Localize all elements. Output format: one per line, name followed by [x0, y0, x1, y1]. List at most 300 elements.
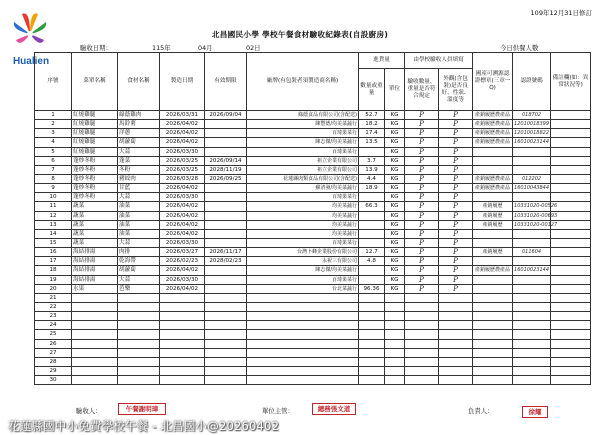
cell-check-appearance: P [439, 275, 473, 284]
cell-category: 海結排湯 [72, 275, 118, 284]
cell-seq: 26 [35, 339, 72, 348]
cell-unit [385, 302, 405, 311]
cell-remark [551, 174, 591, 183]
cell-expiry [205, 330, 247, 339]
cell-brand: 百琦果菜行 [247, 129, 359, 138]
cell-qty [359, 357, 385, 366]
col-qty: 數量或重量 [359, 69, 385, 111]
cell-remark [551, 229, 591, 238]
date-day: 02日 [246, 44, 261, 52]
cell-expiry [205, 184, 247, 193]
col-unit: 單位 [385, 69, 405, 111]
date-label: 驗收日期： [80, 44, 112, 52]
cell-seq: 27 [35, 348, 72, 357]
cell-brand: 均美菜蔬行 [247, 220, 359, 229]
cell-seq: 20 [35, 284, 72, 293]
cell-seq: 19 [35, 275, 72, 284]
cell-check-qty [405, 357, 439, 366]
cell-mfg: 2026/04/02 [160, 138, 205, 147]
col-check-qty: 驗收數量、重量是否符合規定 [405, 69, 439, 111]
cell-cert: 產銷履歷 [473, 248, 513, 257]
cell-cert-no: 10331020-00693 [514, 212, 558, 219]
date-month: 04月 [198, 44, 213, 52]
cell-remark [551, 376, 591, 385]
cell-check-qty: P [405, 147, 439, 156]
cell-seq: 18 [35, 266, 72, 275]
table-row [35, 366, 591, 375]
cell-ingredient: 油菜 [118, 202, 160, 211]
cell-qty: 96.36 [359, 284, 385, 293]
cell-expiry [205, 312, 247, 321]
cell-remark [551, 156, 591, 165]
cell-ingredient: 大蒜 [118, 238, 160, 247]
cell-check-appearance: P [439, 184, 473, 193]
cell-ingredient [118, 321, 160, 330]
table-row [35, 302, 591, 311]
cell-cert [473, 193, 513, 202]
cell-unit: KG [385, 266, 405, 275]
cell-check-appearance [439, 376, 473, 385]
cell-check-appearance: P [439, 248, 473, 257]
cell-qty [359, 293, 385, 302]
cell-mfg [160, 312, 205, 321]
cell-cert [473, 156, 513, 165]
cell-mfg: 2026/04/02 [160, 129, 205, 138]
cell-ingredient [118, 366, 160, 375]
cell-cert [473, 339, 513, 348]
col-mfg: 製造日期 [160, 53, 205, 111]
cell-check-qty: P [405, 229, 439, 238]
cell-cert: 產銷履歷農產品 [473, 184, 513, 193]
cell-ingredient: 大蒜 [118, 275, 160, 284]
revision-date: 109年12月31日修訂 [530, 9, 592, 17]
cell-mfg [160, 348, 205, 357]
cell-category: 紅燒雞腿 [72, 129, 118, 138]
cell-cert-no: 011604 [513, 248, 551, 257]
cell-remark [551, 366, 591, 375]
cell-mfg [160, 339, 205, 348]
cell-mfg: 2026/02/23 [160, 257, 205, 266]
cell-seq: 21 [35, 293, 72, 302]
cell-ingredient: 綠蔭雞肉 [118, 111, 160, 120]
cell-check-qty [405, 339, 439, 348]
cell-cert: 產銷履歷農產品 [473, 174, 513, 183]
col-seq: 序號 [35, 53, 72, 111]
cell-remark [551, 129, 591, 138]
cell-qty [359, 339, 385, 348]
cell-mfg [160, 293, 205, 302]
table-row [35, 111, 591, 120]
cell-ingredient: 肉排 [118, 248, 160, 257]
cell-check-appearance: P [439, 111, 473, 120]
cell-mfg: 2026/04/02 [160, 184, 205, 193]
cell-seq: 15 [35, 238, 72, 247]
cell-qty [359, 321, 385, 330]
cell-mfg: 2026/04/02 [160, 120, 205, 129]
cell-check-appearance: P [439, 211, 473, 220]
cell-seq: 16 [35, 248, 72, 257]
cell-mfg [160, 330, 205, 339]
table-row [35, 156, 591, 165]
cell-mfg: 2026/03/25 [160, 165, 205, 174]
page-title: 北昌國民小學 學校午餐食材驗收紀錄表(自設廚房) [211, 30, 389, 39]
cell-unit: KG [385, 156, 405, 165]
cell-remark [551, 248, 591, 257]
cell-cert-no [513, 330, 551, 339]
cell-brand [247, 302, 359, 311]
cell-seq: 23 [35, 312, 72, 321]
cell-seq: 2 [35, 120, 72, 129]
cell-cert-no: 018702 [513, 111, 551, 120]
cell-remark [551, 293, 591, 302]
cell-check-qty: P [405, 238, 439, 247]
cell-cert [473, 366, 513, 375]
cell-brand: 台灣卜蜂企業股份有限公司 [247, 248, 359, 257]
cell-expiry: 2026/09/14 [205, 156, 247, 165]
table-row [35, 339, 591, 348]
cell-cert [473, 147, 513, 156]
cell-seq: 3 [35, 129, 72, 138]
cell-check-qty: P [405, 257, 439, 266]
cell-cert-no [513, 321, 551, 330]
cell-check-qty [405, 312, 439, 321]
cell-check-appearance: P [439, 220, 473, 229]
cell-expiry [205, 339, 247, 348]
cell-expiry [205, 147, 247, 156]
cell-cert: 產銷履歷 [473, 202, 513, 211]
cell-expiry [205, 238, 247, 247]
cell-check-qty: P [405, 184, 439, 193]
cell-seq: 9 [35, 184, 72, 193]
responsible-stamp: 徐耀 [522, 406, 548, 418]
cell-mfg: 2026/03/30 [160, 193, 205, 202]
cell-remark [551, 147, 591, 156]
cell-category: 紅燒雞腿 [72, 120, 118, 129]
cell-unit: KG [385, 138, 405, 147]
cell-unit [385, 293, 405, 302]
cell-check-appearance: P [439, 147, 473, 156]
cell-cert-no [513, 312, 551, 321]
cell-check-qty [405, 302, 439, 311]
cell-ingredient: 乾海帶 [118, 257, 160, 266]
cell-check-appearance [439, 348, 473, 357]
cell-cert [473, 257, 513, 266]
cell-unit: KG [385, 174, 405, 183]
cell-brand: 陳豐德/均美菜蔬行 [247, 120, 359, 129]
date-year: 115年 [152, 44, 171, 52]
cell-category [72, 376, 118, 385]
cell-mfg [160, 357, 205, 366]
cell-brand: 陳志傑/均美菜蔬行 [247, 138, 359, 147]
cell-remark [551, 111, 591, 120]
cell-mfg: 2026/04/02 [160, 229, 205, 238]
cell-qty [359, 302, 385, 311]
cell-cert-no [513, 376, 551, 385]
cell-remark [551, 257, 591, 266]
cell-cert-no: 10331020-00526 [514, 203, 558, 210]
cell-brand: 蘇清發/均美菜蔬行 [247, 184, 359, 193]
table-row [35, 202, 591, 211]
cell-category [72, 348, 118, 357]
cell-mfg: 2026/03/30 [160, 275, 205, 284]
col-brand: 廠牌(有包裝者須製造商名稱) [247, 53, 359, 111]
cell-expiry: 2026/11/17 [205, 248, 247, 257]
cell-check-qty [405, 376, 439, 385]
cell-cert [473, 238, 513, 247]
cell-mfg [160, 321, 205, 330]
table-row [35, 348, 591, 357]
cell-cert [473, 275, 513, 284]
cell-seq: 7 [35, 165, 72, 174]
cell-cert-no [513, 229, 551, 238]
cell-cert [473, 229, 513, 238]
cell-unit [385, 357, 405, 366]
table-row [35, 193, 591, 202]
cell-brand [247, 293, 359, 302]
cell-cert-no: 12010018822 [514, 130, 550, 137]
cell-check-appearance: P [439, 129, 473, 138]
cell-check-qty: P [405, 129, 439, 138]
cell-cert-no: 16010023144 [514, 139, 550, 146]
cell-ingredient: 油菜 [118, 220, 160, 229]
table-row [35, 357, 591, 366]
cell-brand [247, 312, 359, 321]
logo-text: Hualien [12, 56, 50, 67]
table-row [35, 174, 591, 183]
cell-ingredient: 豬絞肉 [118, 174, 160, 183]
table-row [35, 321, 591, 330]
cell-expiry [205, 357, 247, 366]
cell-qty: 12.7 [359, 248, 385, 257]
cell-unit [385, 312, 405, 321]
cell-expiry [205, 193, 247, 202]
cell-category [72, 312, 118, 321]
cell-cert-no [513, 284, 551, 293]
cell-cert-no [513, 156, 551, 165]
cell-brand: 百琦果菜行 [247, 275, 359, 284]
cell-brand: 百琦果菜行 [247, 238, 359, 247]
cell-cert: 產銷履歷農產品 [473, 138, 513, 147]
col-category: 菜單名稱 [72, 53, 118, 111]
cell-cert: 產銷履歷農產品 [473, 120, 513, 129]
cell-unit: KG [385, 193, 405, 202]
cell-category [72, 339, 118, 348]
cell-brand: 均美菜蔬行 [247, 229, 359, 238]
table-row [35, 165, 591, 174]
cell-remark [551, 120, 591, 129]
cell-check-qty [405, 348, 439, 357]
cell-unit: KG [385, 184, 405, 193]
cell-expiry [205, 321, 247, 330]
cell-cert-no [513, 238, 551, 247]
cell-expiry [205, 366, 247, 375]
cell-seq: 24 [35, 321, 72, 330]
cell-cert [473, 348, 513, 357]
cell-remark [551, 193, 591, 202]
cell-unit [385, 321, 405, 330]
cell-brand: 祖立企業有限公司 [247, 165, 359, 174]
col-school: 由學校驗收人員填寫 [405, 53, 473, 69]
cell-cert [473, 376, 513, 385]
cell-cert-no [513, 147, 551, 156]
cell-remark [551, 339, 591, 348]
cell-cert-no [513, 339, 551, 348]
cell-check-appearance [439, 366, 473, 375]
cell-check-appearance: P [439, 174, 473, 183]
cell-unit: KG [385, 275, 405, 284]
cell-check-appearance: P [439, 120, 473, 129]
cell-brand [247, 321, 359, 330]
cell-cert [473, 293, 513, 302]
table-row [35, 266, 591, 275]
cell-check-qty: P [405, 266, 439, 275]
cell-check-appearance: P [439, 165, 473, 174]
cell-remark [551, 302, 591, 311]
cell-check-qty: P [405, 165, 439, 174]
cell-check-qty: P [405, 156, 439, 165]
cell-seq: 10 [35, 193, 72, 202]
cell-category [72, 293, 118, 302]
cell-category [72, 302, 118, 311]
cell-cert-no: 12010018399 [514, 121, 550, 128]
table-row [35, 284, 591, 293]
cell-check-appearance: P [439, 138, 473, 147]
cell-expiry [205, 129, 247, 138]
cell-seq: 4 [35, 138, 72, 147]
table-row [35, 312, 591, 321]
cell-expiry [205, 202, 247, 211]
cell-remark [551, 348, 591, 357]
cell-brand: 祖立企業有限公司 [247, 156, 359, 165]
cell-ingredient: 洋蔥 [118, 129, 160, 138]
cell-category: 蓬炒冬粉 [72, 184, 118, 193]
cell-check-qty: P [405, 138, 439, 147]
cell-brand [247, 366, 359, 375]
cell-cert: 產銷履歷農產品 [473, 111, 513, 120]
cell-qty [359, 266, 385, 275]
cell-ingredient: 油菜 [118, 229, 160, 238]
cell-expiry: 2028/02/23 [205, 257, 247, 266]
cell-cert: 產銷履歷 [473, 220, 513, 229]
cell-expiry [205, 229, 247, 238]
cell-qty [359, 211, 385, 220]
cell-seq: 14 [35, 229, 72, 238]
cell-mfg: 2026/04/02 [160, 220, 205, 229]
cell-category: 蔬菜 [72, 229, 118, 238]
cell-qty [359, 312, 385, 321]
cell-qty [359, 147, 385, 156]
cell-expiry [205, 293, 247, 302]
cell-check-qty: P [405, 193, 439, 202]
cell-category: 海結排湯 [72, 266, 118, 275]
cell-remark [551, 266, 591, 275]
cell-ingredient: 馬鈴薯 [118, 120, 160, 129]
cell-check-appearance: P [439, 257, 473, 266]
cell-unit: KG [385, 284, 405, 293]
cell-unit: KG [385, 165, 405, 174]
cell-qty [359, 238, 385, 247]
cell-qty [359, 376, 385, 385]
cell-expiry [205, 302, 247, 311]
diners-label: 今日供餐人數 [500, 44, 539, 52]
cell-category: 蔬菜 [72, 211, 118, 220]
cell-check-appearance: P [439, 193, 473, 202]
col-expiry: 有效期限 [205, 53, 247, 111]
cell-category: 海結排湯 [72, 257, 118, 266]
cell-seq: 30 [35, 376, 72, 385]
cell-check-appearance [439, 357, 473, 366]
cell-cert-no [513, 193, 551, 202]
cell-check-qty [405, 330, 439, 339]
cell-seq: 29 [35, 366, 72, 375]
cell-cert-no [513, 165, 551, 174]
table-row [35, 376, 591, 385]
cell-mfg: 2026/04/02 [160, 266, 205, 275]
unit-supervisor-stamp: 總務張文道 [312, 403, 356, 415]
cell-unit: KG [385, 147, 405, 156]
cell-cert-no: 012202 [513, 174, 551, 183]
cell-category: 蓬炒冬粉 [72, 174, 118, 183]
col-remark: 備註欄(如：異常狀況等) [551, 53, 591, 111]
cell-brand: 台北菜蔬行 [247, 284, 359, 293]
cell-qty [359, 348, 385, 357]
cell-unit [385, 339, 405, 348]
cell-mfg: 2026/03/25 [160, 156, 205, 165]
cell-mfg: 2026/04/02 [160, 202, 205, 211]
cell-seq: 8 [35, 174, 72, 183]
cell-remark [551, 357, 591, 366]
cell-check-qty: P [405, 284, 439, 293]
cell-mfg: 2026/03/30 [160, 147, 205, 156]
cell-check-appearance [439, 339, 473, 348]
cell-cert [473, 330, 513, 339]
cell-mfg: 2026/03/28 [160, 174, 205, 183]
cell-unit: KG [385, 229, 405, 238]
cell-unit: KG [385, 211, 405, 220]
cell-ingredient [118, 348, 160, 357]
cell-check-qty: P [405, 202, 439, 211]
cell-check-appearance: P [439, 229, 473, 238]
cell-remark [551, 330, 591, 339]
cell-seq: 5 [35, 147, 72, 156]
cell-cert-no [513, 348, 551, 357]
cell-brand: 百琦果菜行 [247, 193, 359, 202]
cell-seq: 25 [35, 330, 72, 339]
cell-expiry: 2026/09/04 [205, 111, 247, 120]
cell-unit [385, 330, 405, 339]
cell-qty: 4.8 [359, 257, 385, 266]
cell-unit: KG [385, 111, 405, 120]
col-ingredient: 食材名稱 [118, 53, 160, 111]
cell-seq: 12 [35, 211, 72, 220]
cell-expiry [205, 211, 247, 220]
table-row [35, 211, 591, 220]
cell-seq: 17 [35, 257, 72, 266]
cell-expiry [205, 266, 247, 275]
cell-qty [359, 193, 385, 202]
cell-qty: 52.7 [359, 111, 385, 120]
cell-check-appearance [439, 302, 473, 311]
cell-ingredient: 蓬菜 [118, 156, 160, 165]
table-row [35, 248, 591, 257]
cell-ingredient: 油菜 [118, 211, 160, 220]
cell-check-qty [405, 293, 439, 302]
table-row [35, 330, 591, 339]
cell-brand: 陳志傑/均美菜蔬行 [247, 266, 359, 275]
cell-brand [247, 330, 359, 339]
cell-brand [247, 339, 359, 348]
inspector-label: 驗收人： [76, 407, 102, 415]
